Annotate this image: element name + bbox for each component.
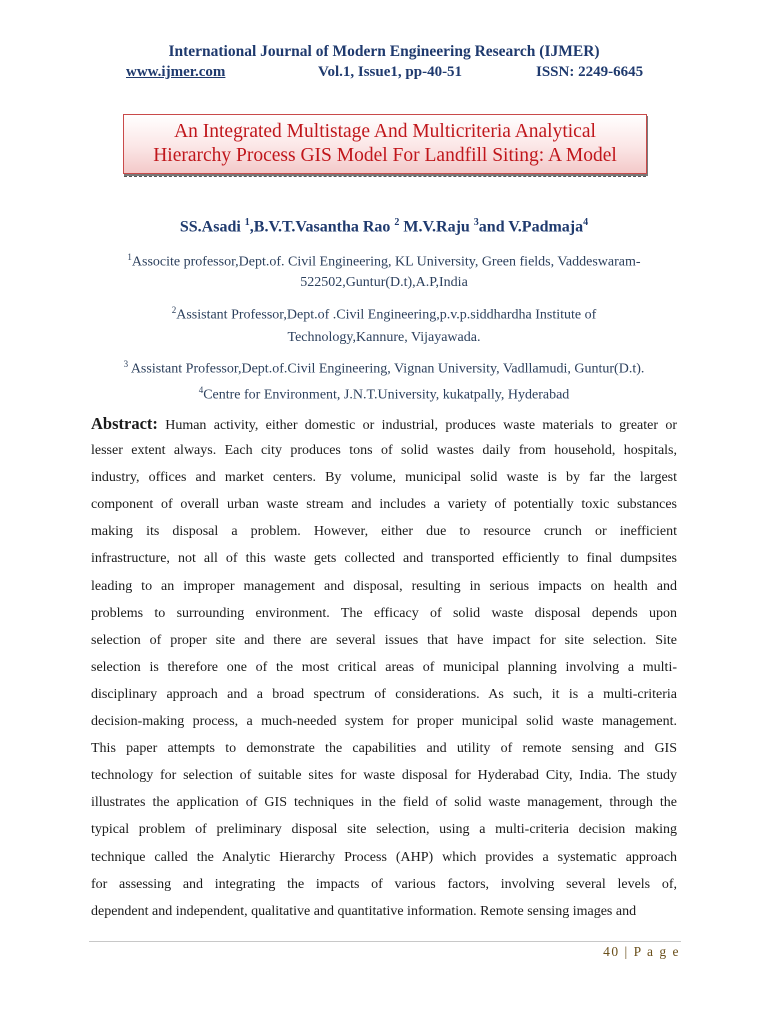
author-4-sup: 4 xyxy=(583,217,589,228)
affiliation-3-sup: 3 xyxy=(123,359,129,369)
abstract-line: leading to an improper management and disposal, resulting in serious impacts on health and xyxy=(91,578,677,594)
abstract-line: problems to surrounding environment. The efficacy of solid waste disposal depends upon xyxy=(91,605,677,621)
affiliation-4 xyxy=(0,381,768,405)
abstract-line: for assessing and integrating the impacts of various factors, involving several levels of, xyxy=(91,876,677,892)
abstract-line: lesser extent always. Each city produces tons of solid wastes daily from household, hospitals, xyxy=(91,443,677,459)
journal-volume: Vol.1, Issue1, pp-40-51 xyxy=(318,64,463,80)
author-1: SS.Asadi xyxy=(179,218,245,236)
journal-url-link[interactable]: www.ijmer.com xyxy=(126,64,226,80)
abstract-line: technology for selection of suitable sites for waste disposal for Hyderabad City, India. The study xyxy=(91,768,677,784)
abstract-line: illustrates the application of GIS techniques in the field of solid waste management, through the xyxy=(91,795,677,811)
author-4: and V.Padmaja xyxy=(478,218,584,236)
abstract-line: technique called the Analytic Hierarchy Process (AHP) which provides a systematic approach xyxy=(91,849,677,865)
abstract-line: making its disposal a problem. However, either due to resource crunch or inefficient xyxy=(91,524,677,540)
abstract-line: dependent and independent, qualitative and quantitative information. Remote sensing images and xyxy=(91,903,637,919)
affiliation-3-text: Assistant Professor,Dept.of.Civil Engineering, Vignan University, Vadllamudi, Guntur(D.t). xyxy=(128,361,645,377)
affiliation-2-sup: 2 xyxy=(171,305,177,315)
abstract-line: component of overall urban waste stream and includes a variety of potentially toxic substances xyxy=(91,497,677,513)
affiliation-1-text: Associte professor,Dept.of. Civil Engineering, KL University, Green fields, Vaddeswaram- xyxy=(131,254,641,270)
affiliation-4-sup: 4 xyxy=(198,385,204,395)
affiliation-1-line-2: 522502,Guntur(D.t),A.P,India xyxy=(300,275,468,290)
abstract-line: This paper attempts to demonstrate the capabilities and utility of remote sensing and GIS xyxy=(91,741,677,757)
author-list xyxy=(0,212,768,238)
abstract-line xyxy=(91,410,677,437)
journal-name: International Journal of Modern Engineering Research (IJMER) xyxy=(168,43,600,60)
author-3-sup: 3 xyxy=(473,217,479,228)
abstract-line: infrastructure, not all of this waste gets collected and transported efficiently to final dumpsites xyxy=(91,551,677,567)
abstract-text: Human activity, either domestic or industrial, produces waste materials to greater or xyxy=(157,418,677,433)
affiliation-1-sup: 1 xyxy=(127,252,132,262)
page-number: 40 | P a g e xyxy=(603,944,680,959)
affiliation-4-text: Centre for Environment, J.N.T.University, kukatpally, Hyderabad xyxy=(203,387,570,403)
author-2-sup: 2 xyxy=(394,217,400,228)
journal-issn: ISSN: 2249-6645 xyxy=(536,64,644,80)
paper-title-box xyxy=(123,114,647,174)
affiliation-2-line-2: Technology,Kannure, Vijayawada. xyxy=(287,330,481,345)
abstract-line: industry, offices and market centers. By volume, municipal solid waste is by far the largest xyxy=(91,470,677,486)
affiliation-2-line-1 xyxy=(0,301,768,325)
paper-title-line-2: Hierarchy Process GIS Model For Landfill Siting: A Model xyxy=(153,145,617,166)
paper-title-line-1: An Integrated Multistage And Multicriteria Analytical xyxy=(174,121,596,142)
abstract xyxy=(91,410,677,925)
paper-title xyxy=(124,120,646,168)
author-2: ,B.V.T.Vasantha Rao xyxy=(249,218,395,236)
abstract-line: typical problem of preliminary disposal site selection, using a multi-criteria decision making xyxy=(91,822,677,838)
abstract-line: selection is therefore one of the most critical areas of municipal planning involving a multi- xyxy=(91,659,677,675)
affiliation-1-line-1 xyxy=(0,248,768,272)
journal-meta xyxy=(0,64,768,84)
footer-divider xyxy=(89,941,681,942)
abstract-label: Abstract: xyxy=(91,414,158,433)
abstract-line: selection of proper site and there are several issues that have impact for site selection. Site xyxy=(91,632,677,648)
abstract-line: disciplinary approach and a broad spectrum of considerations. As such, it is a multi-criteria xyxy=(91,686,677,702)
author-3: M.V.Raju xyxy=(399,218,474,236)
author-1-sup: 1 xyxy=(244,217,250,228)
affiliation-3 xyxy=(0,355,768,379)
affiliation-2-text: Assistant Professor,Dept.of .Civil Engineering,p.v.p.siddhardha Institute of xyxy=(176,307,597,323)
abstract-line: decision-making process, a much-needed system for proper municipal solid waste management. xyxy=(91,714,677,730)
